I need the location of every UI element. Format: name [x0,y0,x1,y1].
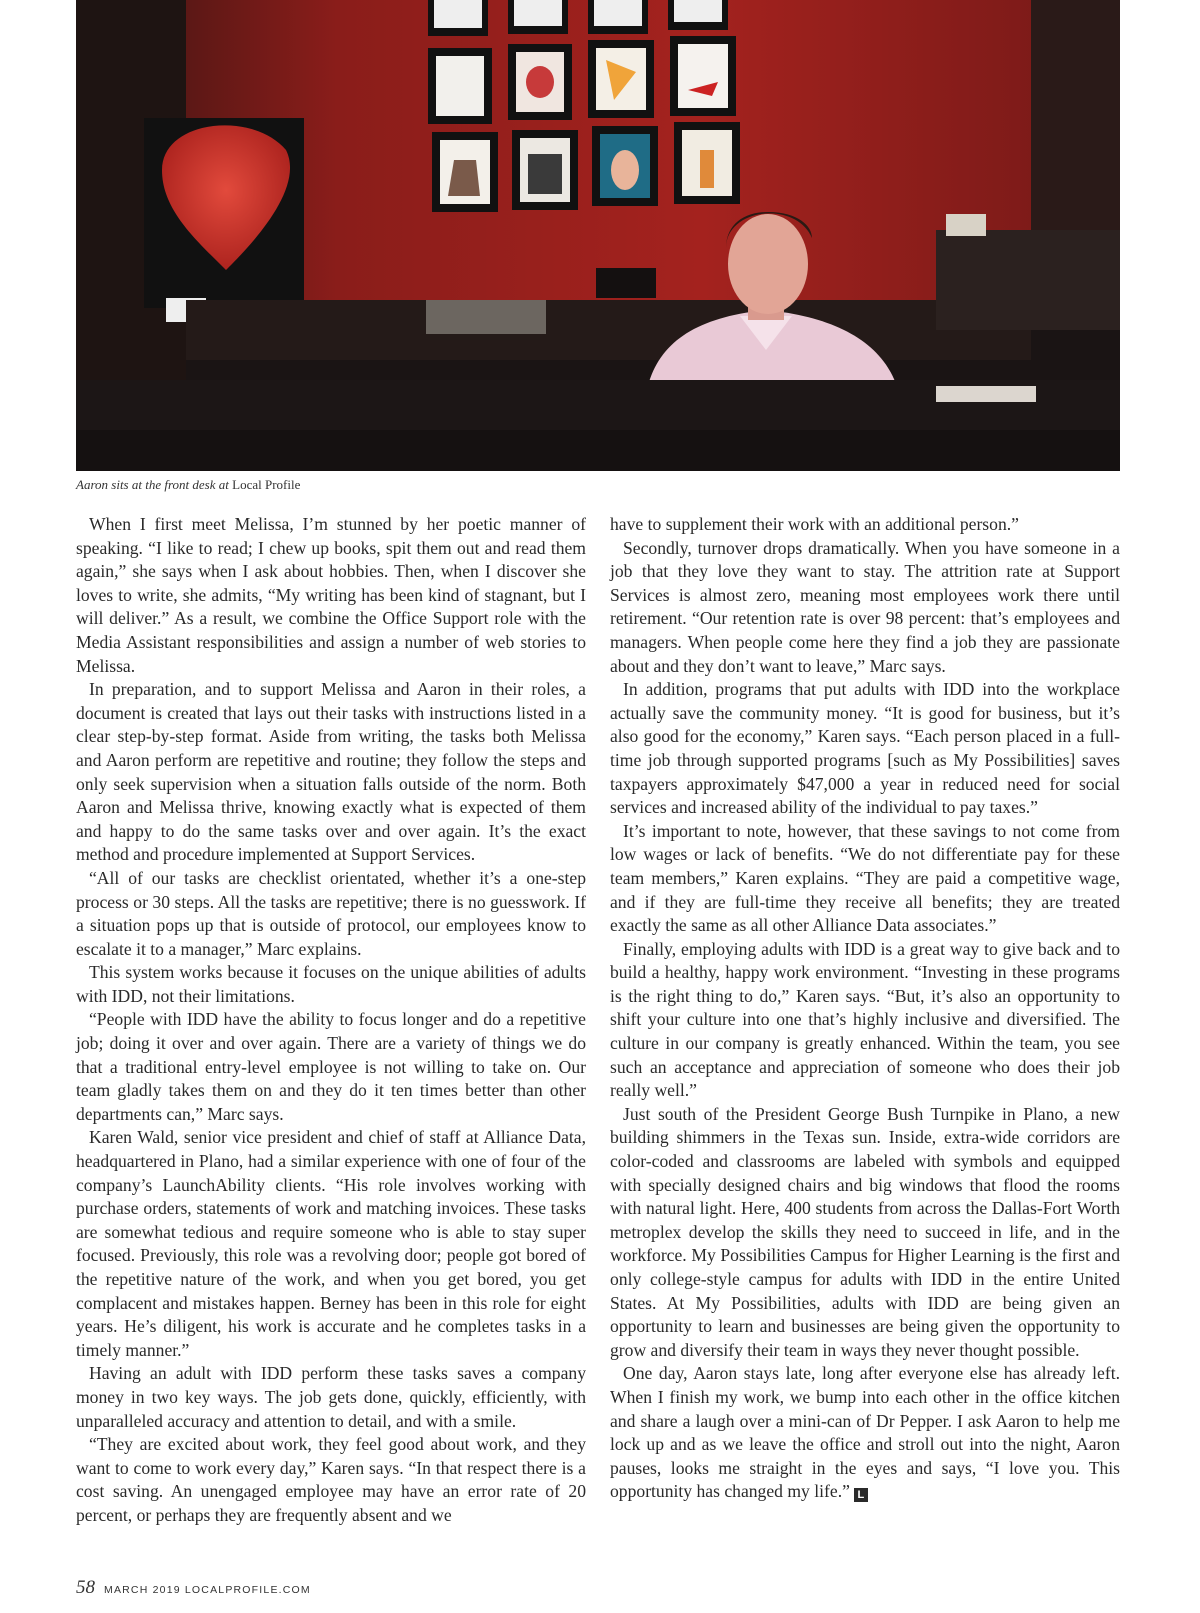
paragraph: When I first meet Melissa, I’m stunned by her poetic manner of speaking. “I like to read; I chew up books, spit them out and read them again,” she says when I ask about hobbies. Then, when I discover she loves to write, she admits, “My writing has been kind of stagnant, but I will deliver.” As a result, we combine the Office Support role with the Media Assistant responsibilities and assign a number of web stories to Melissa. [76,514,586,676]
paragraph: “They are excited about work, they feel good about work, and they want to come to work every day,” Karen says. “In that respect there is a cost saving. An unengaged employee may have an error rate of 20 percent, or perhaps they are frequently absent and we [76,1434,586,1525]
page-footer [76,1577,311,1599]
article-left-column [76,513,586,1528]
paragraph: “All of our tasks are checklist orientated, whether it’s a one-step process or 30 steps. All the tasks are repetitive; there is no guesswork. If a situation pops up that is outside of protocol, our employees know to escalate it to a manager,” Marc explains. [76,867,586,959]
caption-italic: Aaron sits at the front desk at [76,477,229,492]
paragraph: In addition, programs that put adults with IDD into the workplace actually save the community money. “It is good for business, but it’s also good for the economy,” Karen says. “Each person placed in a full-time job through supported programs [such as My Possibilities] saves taxpayers approximately $47,000 a year in reduced need for social services and increased ability of the individual to pay taxes.” [610,679,1120,818]
caption-publication: Local Profile [232,477,301,492]
office-scene-illustration [76,0,1120,471]
last-paragraph [610,1362,1120,1504]
hero-photo [76,0,1120,471]
paragraph: “People with IDD have the ability to focus longer and do a repetitive job; doing it over and over again. There are a variety of things we do that a traditional entry-level employee is not willing to take on. Our team gladly takes them on and they do it ten times better than other departments can,” Marc says. [76,1009,586,1124]
paragraph: have to supplement their work with an additional person.” [610,514,1019,534]
end-mark-icon: L [854,1488,868,1502]
paragraph: Secondly, turnover drops dramatically. When you have someone in a job that they love they want to stay. The attrition rate at Support Services is almost zero, meaning most employees work there until retirement. “Our retention rate is over 98 percent: that’s employees and managers. When people come here they find a job they are passionate about and they don’t want to leave,” Marc says. [610,537,1120,676]
paragraph: This system works because it focuses on the unique abilities of adults with IDD, not their limitations. [76,962,586,1006]
paragraph: In preparation, and to support Melissa and Aaron in their roles, a document is created that lays out their tasks with instructions listed in a clear step-by-step format. Aside from writing, the tasks both Melissa and Aaron perform are repetitive and routine; they follow the steps and only seek supervision when a situation falls outside of the norm. Both Aaron and Melissa thrive, knowing exactly what is expected of them and happy to do the same tasks over and over again. It’s the exact method and procedure implemented at Support Services. [76,679,586,865]
article-right-column [610,513,1120,1504]
photo-caption [76,477,300,493]
folio-text: MARCH 2019 LOCALPROFILE.COM [104,1584,311,1596]
paragraph-text: One day, Aaron stays late, long after everyone else has already left. When I finish my work, we bump into each other in the office kitchen and share a laugh over a mini-can of Dr Pepper. I ask Aaron to help me lock up and as we leave the office and stroll out into the night, Aaron pauses, looks me straight in the eyes and says, “I love you. This opportunity has changed my life.” [610,1363,1120,1502]
page-number: 58 [76,1577,95,1598]
paragraph: Just south of the President George Bush Turnpike in Plano, a new building shimmers in the Texas sun. Inside, extra-wide corridors are color-coded and classrooms are labeled with symbols and equipped with specially designed chairs and big windows that flood the rooms with natural light. Here, 400 students from across the Dallas-Fort Worth metroplex develop the skills they need to succeed in life, and in the workforce. My Possibilities Campus for Higher Learning is the first and only college-style campus for adults with IDD in the entire United States. At My Possibilities, adults with IDD are being given an opportunity to learn and businesses are being given the opportunity to grow and diversify their team in ways they never thought possible. [610,1103,1120,1360]
paragraph: Karen Wald, senior vice president and chief of staff at Alliance Data, headquartered in Plano, had a similar experience with one of four of the company’s LaunchAbility clients. “His role involves working with purchase orders, statements of work and matching invoices. These tasks are somewhat tedious and require someone who is able to stay super focused. Previously, this role was a revolving door; people got bored of the repetitive nature of the work, and when you get bored, you get complacent and mistakes happen. Berney has been in this role for eight years. He’s diligent, his work is accurate and he completes tasks in a timely manner.” [76,1127,586,1360]
paragraph: Having an adult with IDD perform these tasks saves a company money in two key ways. The job gets done, quickly, efficiently, with unparalleled accuracy and attention to detail, and with a smile. [76,1363,586,1431]
paragraph: Finally, employing adults with IDD is a great way to give back and to build a healthy, happy work environment. “Investing in these programs is the right thing to do,” Karen says. “But, it’s also an opportunity to shift your culture into one that’s highly inclusive and diversified. The culture in our company is greatly enhanced. Within the team, you see such an acceptance and appreciation of someone who does their job really well.” [610,938,1120,1101]
paragraph: It’s important to note, however, that these savings to not come from low wages or lack of benefits. “We do not differentiate pay for these team members,” Karen explains. “They are paid a competitive wage, and if they are full-time they receive all benefits; they are treated exactly the same as all other Alliance Data associates.” [610,820,1120,936]
umbrella-poster [144,118,304,322]
